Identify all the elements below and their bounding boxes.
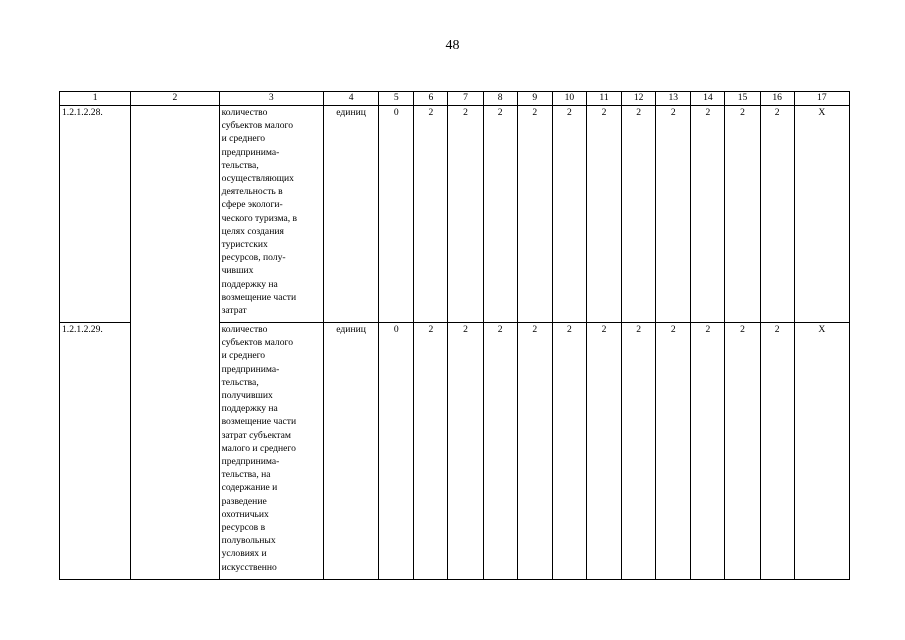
row-value: 2	[725, 323, 760, 580]
row-value: 2	[691, 323, 725, 580]
row-value: 0	[379, 106, 414, 323]
column-header: 7	[448, 92, 483, 106]
column-header: 5	[379, 92, 414, 106]
row-last: Х	[794, 106, 849, 323]
row-value: 2	[622, 106, 656, 323]
row-name-text: количество субъектов малого и среднего предпринима- тельства, осуществляющих деятельность в сфере экологи- ческого туризма, в целях создания туристских ресурсов, полу- чивших поддержку на возмещение части затрат	[221, 107, 298, 317]
row-value: 2	[517, 106, 552, 323]
column-header: 4	[323, 92, 378, 106]
row-value: 2	[760, 323, 794, 580]
column-header: 10	[552, 92, 586, 106]
row-unit: единиц	[323, 323, 378, 580]
row-col2	[131, 106, 219, 580]
column-header: 11	[586, 92, 621, 106]
row-code: 1.2.1.2.28.	[60, 106, 131, 323]
column-header: 1	[60, 92, 131, 106]
row-value: 2	[552, 106, 586, 323]
row-value: 2	[586, 106, 621, 323]
row-unit: единиц	[323, 106, 378, 323]
column-header: 6	[414, 92, 448, 106]
column-header: 13	[656, 92, 691, 106]
row-name	[219, 323, 323, 580]
row-name	[219, 106, 323, 323]
row-name-text: количество субъектов малого и среднего предпринима- тельства, получивших поддержку на возмещение части затрат субъектам малого и среднего предпринима- тельства, на содержание и разведение охотничьих ресурсов в полувольных условиях и искусственно	[221, 324, 297, 573]
row-value: 2	[483, 106, 517, 323]
row-value: 2	[552, 323, 586, 580]
row-value: 2	[517, 323, 552, 580]
page-number: 48	[445, 38, 460, 53]
data-table	[59, 91, 850, 580]
column-header: 15	[725, 92, 760, 106]
row-value: 0	[379, 323, 414, 580]
column-header: 9	[517, 92, 552, 106]
row-code: 1.2.1.2.29.	[60, 323, 131, 580]
row-value: 2	[691, 106, 725, 323]
column-header: 16	[760, 92, 794, 106]
column-header: 17	[794, 92, 849, 106]
column-header: 3	[219, 92, 323, 106]
row-value: 2	[656, 106, 691, 323]
row-value: 2	[448, 323, 483, 580]
column-header: 14	[691, 92, 725, 106]
row-last: Х	[794, 323, 849, 580]
column-header: 2	[131, 92, 219, 106]
row-value: 2	[725, 106, 760, 323]
row-value: 2	[448, 106, 483, 323]
row-value: 2	[622, 323, 656, 580]
column-header: 8	[483, 92, 517, 106]
row-value: 2	[586, 323, 621, 580]
header-row	[60, 92, 850, 106]
column-header: 12	[622, 92, 656, 106]
row-value: 2	[414, 106, 448, 323]
row-value: 2	[414, 323, 448, 580]
row-value: 2	[483, 323, 517, 580]
row-value: 2	[656, 323, 691, 580]
table-row	[60, 106, 850, 323]
row-value: 2	[760, 106, 794, 323]
